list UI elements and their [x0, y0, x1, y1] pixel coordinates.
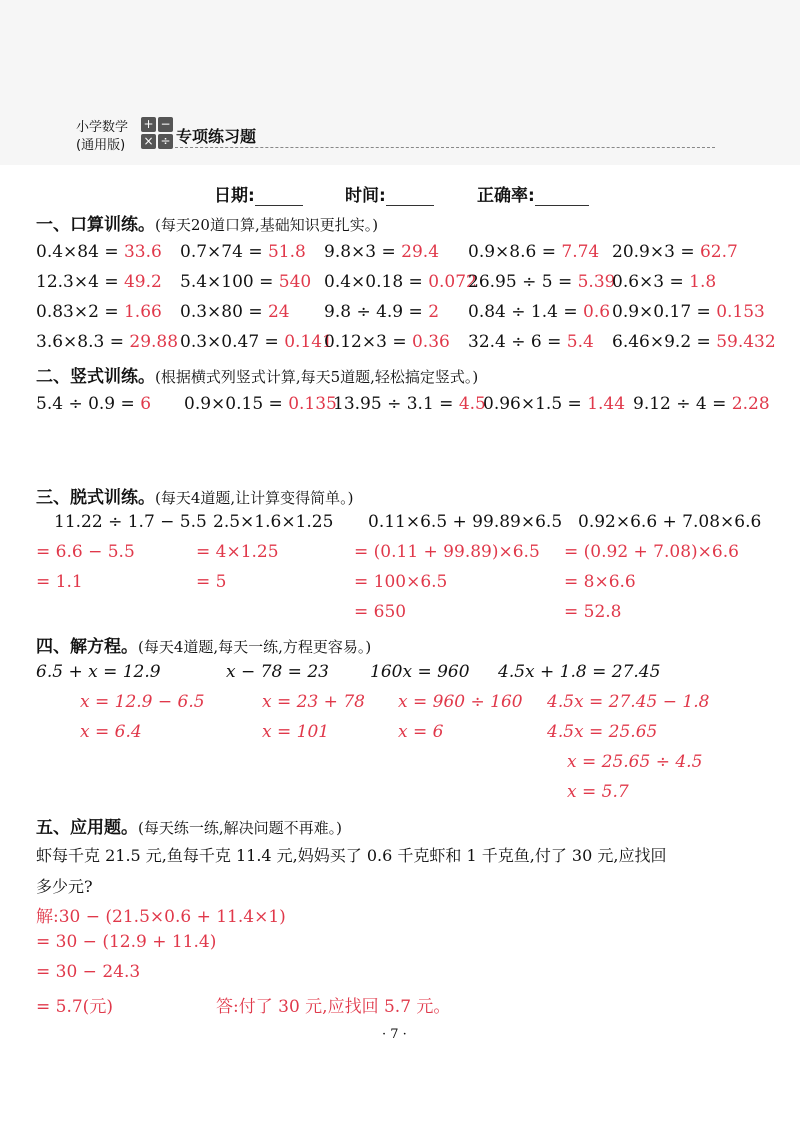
problem: 0.11×6.5 + 99.89×6.5 — [368, 512, 563, 532]
step: x = 23 + 78 — [262, 692, 365, 712]
step: 4.5x = 25.65 — [547, 722, 658, 742]
list-item: 26.95 ÷ 5 = 5.39 — [468, 272, 616, 292]
step: = (0.11 + 99.89)×6.5 — [354, 542, 540, 562]
step: x = 960 ÷ 160 — [398, 692, 523, 712]
list-item: 0.3×0.47 = 0.141 — [180, 332, 333, 352]
date-field — [214, 181, 303, 206]
step: x = 12.9 − 6.5 — [80, 692, 205, 712]
solution-line: = 30 − 24.3 — [36, 962, 141, 982]
step: = (0.92 + 7.08)×6.6 — [564, 542, 739, 562]
list-item: 0.4×84 = 33.6 — [36, 242, 162, 262]
section-4-title — [36, 632, 371, 657]
section-1-heading: 一、口算训练。 — [36, 215, 155, 235]
step: x = 101 — [262, 722, 330, 742]
list-item: 13.95 ÷ 3.1 = 4.5 — [333, 394, 486, 414]
problem: 4.5x + 1.8 = 27.45 — [498, 662, 661, 682]
problem: 11.22 ÷ 1.7 − 5.5 — [54, 512, 207, 532]
step: x = 6 — [398, 722, 444, 742]
list-item: 5.4 ÷ 0.9 = 6 — [36, 394, 152, 414]
section-4-heading: 四、解方程。 — [36, 637, 138, 657]
time-blank — [386, 187, 434, 206]
list-item: 5.4×100 = 540 — [180, 272, 312, 292]
section-1-note: (每天20道口算,基础知识更扎实。) — [155, 216, 379, 234]
list-item: 0.6×3 = 1.8 — [612, 272, 717, 292]
minus-icon: − — [158, 117, 173, 132]
problem: 160x = 960 — [370, 662, 470, 682]
answer-line: 答:付了 30 元,应找回 5.7 元。 — [216, 997, 451, 1017]
plus-icon: + — [141, 117, 156, 132]
solution-line: = 30 − (12.9 + 11.4) — [36, 932, 217, 952]
time-field — [345, 181, 434, 206]
section-4-note: (每天4道题,每天一练,方程更容易。) — [138, 638, 372, 656]
section-3-heading: 三、脱式训练。 — [36, 488, 155, 508]
list-item: 32.4 ÷ 6 = 5.4 — [468, 332, 594, 352]
list-item: 0.9×0.15 = 0.135 — [184, 394, 337, 414]
section-5-heading: 五、应用题。 — [36, 818, 138, 838]
list-item: 0.7×74 = 51.8 — [180, 242, 306, 262]
step: = 4×1.25 — [196, 542, 279, 562]
date-label: 日期: — [214, 186, 255, 206]
step: x = 5.7 — [567, 782, 629, 802]
solution-line: 解:30 − (21.5×0.6 + 11.4×1) — [36, 907, 286, 927]
list-item: 20.9×3 = 62.7 — [612, 242, 738, 262]
section-3-note: (每天4道题,让计算变得简单。) — [155, 489, 354, 507]
subject-label: 小学数学 — [76, 120, 129, 135]
list-item: 0.84 ÷ 1.4 = 0.6 — [468, 302, 611, 322]
section-5-title — [36, 813, 342, 838]
solution-line: = 5.7(元) — [36, 997, 113, 1017]
section-2-note: (根据横式列竖式计算,每天5道题,轻松搞定竖式。) — [155, 368, 479, 386]
accuracy-field — [477, 181, 589, 206]
step: = 8×6.6 — [564, 572, 636, 592]
page-number: · 7 · — [382, 1027, 407, 1042]
list-item: 3.6×8.3 = 29.88 — [36, 332, 179, 352]
list-item: 6.46×9.2 = 59.432 — [612, 332, 776, 352]
section-3-title — [36, 483, 354, 508]
step: = 5 — [196, 572, 227, 592]
section-1-title — [36, 210, 378, 235]
step: x = 6.4 — [80, 722, 142, 742]
list-item: 0.9×8.6 = 7.74 — [468, 242, 600, 262]
problem: 2.5×1.6×1.25 — [213, 512, 334, 532]
header-divider — [175, 147, 715, 148]
list-item: 0.3×80 = 24 — [180, 302, 290, 322]
step: = 650 — [354, 602, 407, 622]
problem-text-line-1: 虾每千克 21.5 元,鱼每千克 11.4 元,妈妈买了 0.6 千克虾和 1 千克鱼,付了 30 元,应找回 — [36, 846, 667, 865]
page-title: 专项练习题 — [176, 127, 257, 146]
step: x = 25.65 ÷ 4.5 — [567, 752, 703, 772]
problem: 0.92×6.6 + 7.08×6.6 — [578, 512, 762, 532]
date-blank — [255, 187, 303, 206]
step: 4.5x = 27.45 − 1.8 — [547, 692, 710, 712]
list-item: 0.4×0.18 = 0.072 — [324, 272, 477, 292]
step: = 6.6 − 5.5 — [36, 542, 135, 562]
problem: 6.5 + x = 12.9 — [36, 662, 161, 682]
section-2-title — [36, 362, 478, 387]
list-item: 9.12 ÷ 4 = 2.28 — [633, 394, 770, 414]
operator-symbols — [141, 117, 173, 149]
accuracy-blank — [535, 187, 589, 206]
step: = 52.8 — [564, 602, 622, 622]
list-item: 0.12×3 = 0.36 — [324, 332, 450, 352]
step: = 100×6.5 — [354, 572, 448, 592]
list-item: 9.8×3 = 29.4 — [324, 242, 440, 262]
step: = 1.1 — [36, 572, 83, 592]
time-label: 时间: — [345, 186, 386, 206]
problem-text-line-2: 多少元? — [36, 877, 93, 896]
edition-label: (通用版) — [76, 138, 126, 153]
list-item: 0.96×1.5 = 1.44 — [483, 394, 626, 414]
list-item: 9.8 ÷ 4.9 = 2 — [324, 302, 440, 322]
list-item: 12.3×4 = 49.2 — [36, 272, 162, 292]
section-5-note: (每天练一练,解决问题不再难。) — [138, 819, 342, 837]
problem: x − 78 = 23 — [226, 662, 329, 682]
times-icon: × — [141, 134, 156, 149]
accuracy-label: 正确率: — [477, 186, 535, 206]
divide-icon: ÷ — [158, 134, 173, 149]
list-item: 0.83×2 = 1.66 — [36, 302, 162, 322]
list-item: 0.9×0.17 = 0.153 — [612, 302, 765, 322]
section-2-heading: 二、竖式训练。 — [36, 367, 155, 387]
